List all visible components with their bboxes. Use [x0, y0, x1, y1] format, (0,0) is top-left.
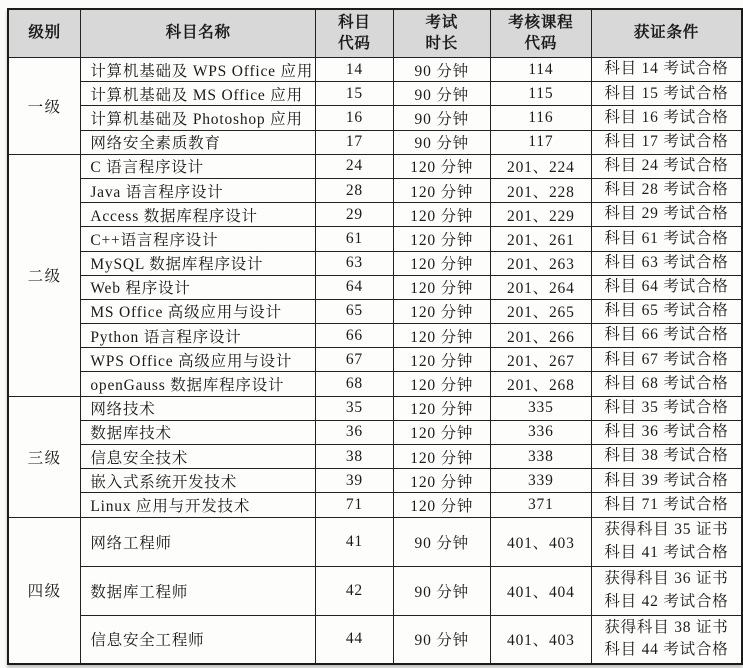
duration-cell: 120 分钟 — [393, 493, 490, 517]
subject-code-cell: 14 — [316, 58, 394, 82]
table-row — [8, 178, 742, 202]
subject-code-cell: 71 — [316, 493, 394, 517]
subject-cell: C 语言程序设计 — [81, 154, 316, 178]
course-codes-cell: 114 — [490, 58, 591, 82]
duration-cell: 90 分钟 — [393, 106, 490, 130]
course-codes-cell: 201、229 — [490, 203, 591, 227]
cert-cell: 科目 14 考试合格 — [591, 58, 742, 82]
table-row — [8, 517, 742, 566]
col-header-subject: 科目名称 — [81, 9, 316, 58]
duration-cell: 120 分钟 — [393, 469, 490, 493]
subject-cell: 网络工程师 — [81, 517, 316, 566]
table-row — [8, 251, 742, 275]
subject-code-cell: 61 — [316, 227, 394, 251]
course-codes-cell: 201、264 — [490, 275, 591, 299]
subject-cell: Java 语言程序设计 — [81, 178, 316, 202]
course-codes-cell: 371 — [490, 493, 591, 517]
table-row — [8, 420, 742, 444]
level-cell: 二级 — [8, 154, 81, 396]
table-row — [8, 82, 742, 106]
cert-cell: 科目 24 考试合格 — [591, 154, 742, 178]
cert-cell: 科目 65 考试合格 — [591, 299, 742, 323]
table-row — [8, 227, 742, 251]
table-row — [8, 275, 742, 299]
course-codes-cell: 201、263 — [490, 251, 591, 275]
table-row — [8, 615, 742, 664]
duration-cell: 120 分钟 — [393, 299, 490, 323]
cert-cell: 科目 35 考试合格 — [591, 396, 742, 420]
cert-cell: 科目 63 考试合格 — [591, 251, 742, 275]
cert-cell: 获得科目 38 证书 科目 44 考试合格 — [591, 615, 742, 664]
duration-cell: 90 分钟 — [393, 615, 490, 664]
col-header-duration: 考试 时长 — [393, 9, 490, 58]
cert-cell: 科目 29 考试合格 — [591, 203, 742, 227]
subject-code-cell: 65 — [316, 299, 394, 323]
table-row — [8, 58, 742, 82]
cert-cell: 科目 71 考试合格 — [591, 493, 742, 517]
duration-cell: 120 分钟 — [393, 348, 490, 372]
level-cell: 四级 — [8, 517, 81, 664]
col-header-level: 级别 — [8, 9, 81, 58]
course-codes-cell: 201、268 — [490, 372, 591, 396]
subject-cell: WPS Office 高级应用与设计 — [81, 348, 316, 372]
cert-cell: 获得科目 35 证书 科目 41 考试合格 — [591, 517, 742, 566]
subject-code-cell: 39 — [316, 469, 394, 493]
table-row — [8, 299, 742, 323]
subject-code-cell: 41 — [316, 517, 394, 566]
course-codes-cell: 116 — [490, 106, 591, 130]
table-row — [8, 154, 742, 178]
table-row — [8, 566, 742, 615]
subject-cell: 网络技术 — [81, 396, 316, 420]
cert-cell: 科目 16 考试合格 — [591, 106, 742, 130]
level-cell: 一级 — [8, 58, 81, 155]
subject-cell: 计算机基础及 MS Office 应用 — [81, 82, 316, 106]
subject-code-cell: 29 — [316, 203, 394, 227]
cert-cell: 科目 28 考试合格 — [591, 178, 742, 202]
course-codes-cell: 339 — [490, 469, 591, 493]
course-codes-cell: 201、267 — [490, 348, 591, 372]
course-codes-cell: 201、265 — [490, 299, 591, 323]
duration-cell: 120 分钟 — [393, 324, 490, 348]
cert-cell: 科目 67 考试合格 — [591, 348, 742, 372]
cert-cell: 科目 15 考试合格 — [591, 82, 742, 106]
course-codes-cell: 201、224 — [490, 154, 591, 178]
duration-cell: 120 分钟 — [393, 227, 490, 251]
table-row — [8, 469, 742, 493]
table-row — [8, 324, 742, 348]
col-header-subject-code: 科目 代码 — [316, 9, 394, 58]
subject-cell: C++语言程序设计 — [81, 227, 316, 251]
subject-code-cell: 42 — [316, 566, 394, 615]
table-body — [8, 58, 742, 665]
subject-code-cell: 35 — [316, 396, 394, 420]
duration-cell: 120 分钟 — [393, 154, 490, 178]
duration-cell: 90 分钟 — [393, 517, 490, 566]
table-row — [8, 348, 742, 372]
duration-cell: 120 分钟 — [393, 445, 490, 469]
cert-cell: 科目 61 考试合格 — [591, 227, 742, 251]
course-codes-cell: 201、228 — [490, 178, 591, 202]
duration-cell: 120 分钟 — [393, 275, 490, 299]
course-codes-cell: 338 — [490, 445, 591, 469]
cert-cell: 科目 36 考试合格 — [591, 420, 742, 444]
table-row — [8, 396, 742, 420]
course-codes-cell: 401、403 — [490, 615, 591, 664]
course-codes-cell: 401、404 — [490, 566, 591, 615]
subject-cell: 嵌入式系统开发技术 — [81, 469, 316, 493]
ncre-exam-table — [7, 8, 743, 665]
subject-code-cell: 28 — [316, 178, 394, 202]
subject-cell: Web 程序设计 — [81, 275, 316, 299]
subject-code-cell: 16 — [316, 106, 394, 130]
table-header — [8, 9, 742, 58]
duration-cell: 120 分钟 — [393, 203, 490, 227]
table-row — [8, 372, 742, 396]
duration-cell: 120 分钟 — [393, 420, 490, 444]
subject-code-cell: 67 — [316, 348, 394, 372]
subject-code-cell: 36 — [316, 420, 394, 444]
course-codes-cell: 115 — [490, 82, 591, 106]
duration-cell: 120 分钟 — [393, 372, 490, 396]
subject-cell: 计算机基础及 WPS Office 应用 — [81, 58, 316, 82]
course-codes-cell: 201、266 — [490, 324, 591, 348]
subject-code-cell: 17 — [316, 130, 394, 154]
subject-cell: 计算机基础及 Photoshop 应用 — [81, 106, 316, 130]
subject-code-cell: 24 — [316, 154, 394, 178]
duration-cell: 120 分钟 — [393, 396, 490, 420]
subject-cell: 数据库工程师 — [81, 566, 316, 615]
cert-cell: 科目 38 考试合格 — [591, 445, 742, 469]
table-row — [8, 106, 742, 130]
duration-cell: 90 分钟 — [393, 566, 490, 615]
table-row — [8, 493, 742, 517]
subject-cell: 信息安全技术 — [81, 445, 316, 469]
col-header-course-codes: 考核课程 代码 — [490, 9, 591, 58]
table-row — [8, 445, 742, 469]
course-codes-cell: 335 — [490, 396, 591, 420]
duration-cell: 120 分钟 — [393, 178, 490, 202]
cert-cell: 科目 64 考试合格 — [591, 275, 742, 299]
subject-code-cell: 38 — [316, 445, 394, 469]
subject-code-cell: 64 — [316, 275, 394, 299]
subject-cell: Linux 应用与开发技术 — [81, 493, 316, 517]
col-header-cert: 获证条件 — [591, 9, 742, 58]
duration-cell: 90 分钟 — [393, 58, 490, 82]
subject-code-cell: 44 — [316, 615, 394, 664]
subject-cell: Access 数据库程序设计 — [81, 203, 316, 227]
subject-code-cell: 68 — [316, 372, 394, 396]
course-codes-cell: 336 — [490, 420, 591, 444]
subject-cell: 数据库技术 — [81, 420, 316, 444]
subject-cell: MySQL 数据库程序设计 — [81, 251, 316, 275]
course-codes-cell: 201、261 — [490, 227, 591, 251]
subject-cell: 网络安全素质教育 — [81, 130, 316, 154]
duration-cell: 120 分钟 — [393, 251, 490, 275]
subject-code-cell: 66 — [316, 324, 394, 348]
duration-cell: 90 分钟 — [393, 82, 490, 106]
subject-cell: MS Office 高级应用与设计 — [81, 299, 316, 323]
table-row — [8, 130, 742, 154]
course-codes-cell: 401、403 — [490, 517, 591, 566]
cert-cell: 科目 39 考试合格 — [591, 469, 742, 493]
header-row — [8, 9, 742, 58]
subject-code-cell: 15 — [316, 82, 394, 106]
subject-cell: openGauss 数据库程序设计 — [81, 372, 316, 396]
cert-cell: 获得科目 36 证书 科目 42 考试合格 — [591, 566, 742, 615]
subject-cell: 信息安全工程师 — [81, 615, 316, 664]
level-cell: 三级 — [8, 396, 81, 517]
cert-cell: 科目 66 考试合格 — [591, 324, 742, 348]
cert-cell: 科目 17 考试合格 — [591, 130, 742, 154]
subject-cell: Python 语言程序设计 — [81, 324, 316, 348]
cert-cell: 科目 68 考试合格 — [591, 372, 742, 396]
duration-cell: 90 分钟 — [393, 130, 490, 154]
subject-code-cell: 63 — [316, 251, 394, 275]
course-codes-cell: 117 — [490, 130, 591, 154]
table-row — [8, 203, 742, 227]
